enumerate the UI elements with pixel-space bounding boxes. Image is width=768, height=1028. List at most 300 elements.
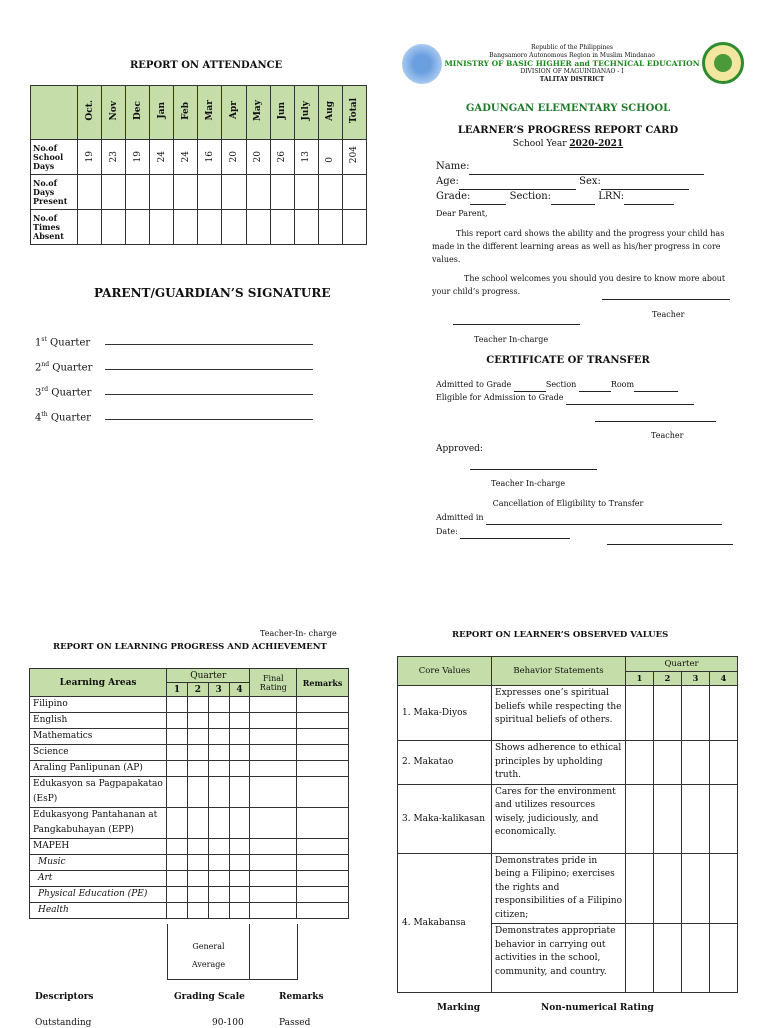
quarter-label <box>35 336 105 348</box>
values-cell[interactable] <box>710 741 738 785</box>
grade-cell[interactable] <box>187 777 208 808</box>
month-label: Feb <box>180 101 191 120</box>
grade-cell[interactable] <box>250 761 297 777</box>
values-row <box>398 784 738 853</box>
quarter-text: Quarter <box>48 387 92 398</box>
values-quarter-col: 3 <box>682 672 710 686</box>
sex-label: Sex: <box>579 176 601 187</box>
letterhead <box>440 44 704 84</box>
grade-cell[interactable] <box>250 745 297 761</box>
grade-cell[interactable] <box>167 887 188 903</box>
attendance-cell[interactable] <box>102 175 126 210</box>
grade-cell[interactable] <box>208 713 229 729</box>
admitted-in-field[interactable] <box>486 511 722 525</box>
grade-cell[interactable] <box>229 839 250 855</box>
grade-cell[interactable] <box>229 761 250 777</box>
month-label: May <box>253 99 264 122</box>
grade-cell[interactable] <box>297 777 349 808</box>
subject-name: MAPEH <box>30 839 167 855</box>
subject-name: Physical Education (PE) <box>30 887 167 903</box>
grade-cell[interactable] <box>250 903 297 919</box>
grade-cell[interactable] <box>187 887 208 903</box>
attendance-value: 20 <box>229 151 239 163</box>
district-text: TALITAY DISTRICT <box>539 76 605 83</box>
incharge-label: Teacher In-charge <box>474 335 549 344</box>
grade-cell[interactable] <box>167 777 188 808</box>
subject-row <box>30 761 349 777</box>
quarter-text: Quarter <box>49 362 93 373</box>
date-label: Date: <box>436 527 458 536</box>
grade-cell[interactable] <box>297 729 349 745</box>
values-cell[interactable] <box>710 924 738 993</box>
grade-cell[interactable] <box>187 808 208 839</box>
grade-cell[interactable] <box>208 808 229 839</box>
month-label: Aug <box>325 100 336 121</box>
school-year-label: School Year <box>512 139 570 149</box>
attendance-cell <box>102 140 126 175</box>
descriptor-outstanding: Outstanding <box>35 1018 92 1028</box>
grade-cell[interactable] <box>167 729 188 745</box>
grade-cell[interactable] <box>187 697 208 713</box>
incharge-sig-line[interactable] <box>453 324 580 325</box>
signature-line[interactable] <box>105 369 313 370</box>
grade-cell[interactable] <box>297 713 349 729</box>
age-field[interactable] <box>459 175 576 190</box>
cancellation-title: Cancellation of Eligibility to Transfer <box>492 499 644 508</box>
attendance-cell[interactable] <box>126 175 150 210</box>
quarter-text: Quarter <box>47 412 91 423</box>
attendance-value: 0 <box>325 156 336 163</box>
quarter-sup: th <box>41 410 48 418</box>
attendance-cell <box>342 140 366 175</box>
subject-row <box>30 745 349 761</box>
subject-name: Music <box>30 855 167 871</box>
month-header <box>294 86 318 140</box>
values-cell[interactable] <box>710 686 738 741</box>
grade-cell[interactable] <box>187 729 208 745</box>
grade-cell[interactable] <box>167 713 188 729</box>
grade-cell[interactable] <box>167 839 188 855</box>
quarter-sup: st <box>41 335 47 343</box>
values-cell[interactable] <box>710 784 738 853</box>
quarter-num: 2 <box>35 362 42 373</box>
attendance-cell <box>150 140 174 175</box>
deped-logo <box>402 44 442 84</box>
attendance-cell[interactable] <box>198 210 222 245</box>
grade-cell[interactable] <box>167 697 188 713</box>
grade-cell[interactable] <box>208 761 229 777</box>
grade-cell[interactable] <box>250 729 297 745</box>
grade-cell[interactable] <box>250 713 297 729</box>
attendance-cell[interactable] <box>222 210 246 245</box>
signature-row <box>35 398 313 423</box>
grade-cell[interactable] <box>250 697 297 713</box>
values-cell[interactable] <box>654 784 682 853</box>
grade-cell[interactable] <box>229 808 250 839</box>
grade-cell[interactable] <box>187 839 208 855</box>
signature-line[interactable] <box>105 419 313 420</box>
values-row <box>398 853 738 924</box>
grade-cell[interactable] <box>250 808 297 839</box>
attendance-value: 19 <box>132 151 143 163</box>
section-label: Section: <box>509 191 552 202</box>
general-average-value[interactable] <box>250 924 298 980</box>
subject-name: Edukasyon sa Pagpapakatao (EsP) <box>30 777 167 808</box>
grade-cell[interactable] <box>297 871 349 887</box>
grade-cell[interactable] <box>208 745 229 761</box>
values-cell[interactable] <box>682 924 710 993</box>
grade-cell[interactable] <box>250 871 297 887</box>
values-cell[interactable] <box>654 924 682 993</box>
grade-cell[interactable] <box>229 729 250 745</box>
cancellation-sig-line[interactable] <box>607 544 733 545</box>
month-label: Dec <box>132 100 143 120</box>
subject-name: Filipino <box>30 697 167 713</box>
attendance-cell[interactable] <box>246 210 270 245</box>
signature-title: PARENT/GUARDIAN’S SIGNATURE <box>94 286 331 300</box>
subject-row <box>30 855 349 871</box>
subject-row <box>30 777 349 808</box>
eligible-label: Eligible for Admission to Grade <box>436 393 564 402</box>
transfer-form <box>436 379 694 405</box>
attendance-cell[interactable] <box>126 210 150 245</box>
subject-row <box>30 808 349 839</box>
grade-cell[interactable] <box>297 903 349 919</box>
grade-cell[interactable] <box>297 697 349 713</box>
seal-logo <box>702 42 744 84</box>
grade-cell[interactable] <box>208 777 229 808</box>
col-quarter: Quarter <box>167 669 250 683</box>
grade-cell[interactable] <box>187 855 208 871</box>
attendance-cell <box>78 140 102 175</box>
grade-cell[interactable] <box>250 777 297 808</box>
values-cell[interactable] <box>682 784 710 853</box>
attendance-cell[interactable] <box>198 175 222 210</box>
grade-cell[interactable] <box>250 839 297 855</box>
attendance-value: 204 <box>349 146 360 164</box>
section-label-2: Section <box>545 380 577 389</box>
grade-cell[interactable] <box>208 697 229 713</box>
signature-line[interactable] <box>105 394 313 395</box>
school-name: GADUNGAN ELEMENTARY SCHOOL <box>465 103 671 114</box>
grade-cell[interactable] <box>167 903 188 919</box>
month-header <box>174 86 198 140</box>
col-values-quarter: Quarter <box>626 657 738 672</box>
eligible-field[interactable] <box>566 392 694 405</box>
month-header <box>246 86 270 140</box>
subject-name: Health <box>30 903 167 919</box>
attendance-value: 16 <box>204 151 215 163</box>
attendance-value: 23 <box>108 151 119 163</box>
month-label: Mar <box>204 100 215 121</box>
subject-name: Art <box>30 871 167 887</box>
grade-cell[interactable] <box>229 713 250 729</box>
values-cell[interactable] <box>626 853 654 924</box>
values-cell[interactable] <box>626 784 654 853</box>
subject-row <box>30 697 349 713</box>
attendance-cell[interactable] <box>150 175 174 210</box>
attendance-cell <box>294 140 318 175</box>
month-header <box>78 86 102 140</box>
grade-cell[interactable] <box>297 839 349 855</box>
subject-row <box>30 839 349 855</box>
col-final-rating: Final Rating <box>250 669 297 697</box>
values-cell[interactable] <box>626 686 654 741</box>
region-text: Bangsamoro Autonomous Region in Muslim Mindanao <box>489 52 655 59</box>
sex-field[interactable] <box>601 175 689 190</box>
teacher-sig-line[interactable] <box>602 299 730 300</box>
month-label: Jan <box>156 102 167 119</box>
grade-cell[interactable] <box>208 855 229 871</box>
grade-cell[interactable] <box>187 761 208 777</box>
grade-cell[interactable] <box>167 761 188 777</box>
quarter-num: 4 <box>35 412 42 423</box>
attendance-cell[interactable] <box>174 175 198 210</box>
quarter-sup: rd <box>41 385 49 393</box>
remarks-label: Remarks <box>279 992 324 1002</box>
col-learning-areas: Learning Areas <box>30 669 167 697</box>
grade-cell[interactable] <box>167 871 188 887</box>
grade-cell[interactable] <box>229 777 250 808</box>
ministry-text: MINISTRY OF BASIC HIGHER and TECHNICAL EDUCATION <box>444 59 700 68</box>
admitted-grade-field[interactable] <box>514 379 546 392</box>
attendance-cell[interactable] <box>318 210 342 245</box>
quarter-sup: nd <box>41 360 50 368</box>
grade-cell[interactable] <box>297 761 349 777</box>
subject-row <box>30 871 349 887</box>
grade-cell[interactable] <box>208 729 229 745</box>
greeting: Dear Parent, <box>436 209 488 218</box>
subject-name: Science <box>30 745 167 761</box>
attendance-cell[interactable] <box>246 175 270 210</box>
grade-cell[interactable] <box>167 808 188 839</box>
grade-cell[interactable] <box>250 887 297 903</box>
transfer-title: CERTIFICATE OF TRANSFER <box>486 355 650 366</box>
grade-cell[interactable] <box>187 871 208 887</box>
attendance-cell <box>126 140 150 175</box>
learning-table <box>29 668 349 919</box>
grade-cell[interactable] <box>250 855 297 871</box>
grade-cell[interactable] <box>297 808 349 839</box>
behavior-statement: Cares for the environment and utilizes resources wisely, judiciously, and economically. <box>492 784 626 853</box>
col-behavior: Behavior Statements <box>492 657 626 686</box>
month-header <box>126 86 150 140</box>
values-cell[interactable] <box>626 924 654 993</box>
behavior-statement: Expresses one’s spiritual beliefs while respecting the spiritual beliefs of others. <box>492 686 626 741</box>
date-field[interactable] <box>460 525 570 539</box>
quarter-num: 1 <box>35 337 42 348</box>
grade-field[interactable] <box>470 190 506 205</box>
attendance-cell[interactable] <box>270 175 294 210</box>
school-year-value: 2020-2021 <box>569 139 624 149</box>
approved-incharge-label: Teacher In-charge <box>491 479 566 488</box>
quarter-col: 3 <box>208 683 229 697</box>
transfer-section-field[interactable] <box>579 379 611 392</box>
attendance-cell <box>246 140 270 175</box>
scale-outstanding: 90-100 <box>212 1018 244 1028</box>
signature-line[interactable] <box>105 344 313 345</box>
attendance-row <box>31 210 367 245</box>
subject-name: Edukasyong Pantahanan at Pangkabuhayan (EPP) <box>30 808 167 839</box>
letter-p2: The school welcomes you should you desire to know more about your child’s progress. <box>432 274 726 296</box>
grade-cell[interactable] <box>187 903 208 919</box>
month-header <box>102 86 126 140</box>
attendance-value: 13 <box>301 151 312 163</box>
general-average-box <box>167 924 250 980</box>
values-cell[interactable] <box>654 686 682 741</box>
quarter-num: 3 <box>35 387 42 398</box>
grade-cell[interactable] <box>229 887 250 903</box>
general-average-label: General Average <box>191 942 226 969</box>
quarter-col: 4 <box>229 683 250 697</box>
signature-row <box>35 348 313 373</box>
core-value: 2. Makatao <box>398 741 492 785</box>
attendance-cell[interactable] <box>150 210 174 245</box>
behavior-statement: Shows adherence to ethical principles by upholding truth. <box>492 741 626 785</box>
attendance-cell[interactable] <box>78 210 102 245</box>
values-cell[interactable] <box>682 686 710 741</box>
attendance-cell[interactable] <box>102 210 126 245</box>
grade-cell[interactable] <box>229 697 250 713</box>
attendance-cell <box>318 140 342 175</box>
month-header <box>270 86 294 140</box>
transfer-teacher-line[interactable] <box>595 421 716 422</box>
section-field[interactable] <box>551 190 595 205</box>
learning-teacher-label: Teacher-In- charge <box>260 629 337 638</box>
cancellation-form <box>436 511 722 539</box>
attendance-cell[interactable] <box>174 210 198 245</box>
col-remarks: Remarks <box>297 669 349 697</box>
subject-row <box>30 713 349 729</box>
attendance-cell[interactable] <box>294 175 318 210</box>
attendance-cell[interactable] <box>342 175 366 210</box>
grade-cell[interactable] <box>208 871 229 887</box>
republic-text: Republic of the Philippines <box>531 44 613 51</box>
division-text: DIVISION OF MAGUINDANAO - I <box>520 68 624 75</box>
core-value: 4. Makabansa <box>398 853 492 993</box>
attendance-cell[interactable] <box>294 210 318 245</box>
grade-cell[interactable] <box>229 871 250 887</box>
attendance-cell[interactable] <box>78 175 102 210</box>
lrn-field[interactable] <box>624 190 674 205</box>
teacher-label: Teacher <box>652 310 685 319</box>
attendance-value: 24 <box>156 151 167 163</box>
quarter-label <box>35 386 105 398</box>
grade-cell[interactable] <box>167 855 188 871</box>
values-cell[interactable] <box>626 741 654 785</box>
quarter-col: 1 <box>167 683 188 697</box>
card-title: LEARNER’S PROGRESS REPORT CARD <box>457 125 679 136</box>
subject-row <box>30 903 349 919</box>
marking-label: Marking <box>437 1003 481 1013</box>
attendance-cell[interactable] <box>342 210 366 245</box>
quarter-label <box>35 361 105 373</box>
transfer-teacher-label: Teacher <box>651 431 684 440</box>
grade-cell[interactable] <box>229 855 250 871</box>
attendance-value: 20 <box>253 151 264 163</box>
behavior-statement: Demonstrates pride in being a Filipino; exercises the rights and responsibilities of a Filipino citizen; <box>492 853 626 924</box>
values-cell[interactable] <box>710 853 738 924</box>
month-header <box>198 86 222 140</box>
grade-cell[interactable] <box>167 745 188 761</box>
grading-scale-label: Grading Scale <box>174 992 245 1002</box>
core-value: 1. Maka-Diyos <box>398 686 492 741</box>
grade-label: Grade: <box>436 191 471 202</box>
grade-cell[interactable] <box>208 887 229 903</box>
values-cell[interactable] <box>654 741 682 785</box>
subject-row <box>30 887 349 903</box>
grade-cell[interactable] <box>229 745 250 761</box>
attendance-table <box>30 85 367 245</box>
room-label: Room <box>610 380 635 389</box>
grade-cell[interactable] <box>229 903 250 919</box>
attendance-row-label: No.of School Days <box>31 140 78 175</box>
values-cell[interactable] <box>654 853 682 924</box>
month-label: Jun <box>277 101 288 120</box>
subject-name: Araling Panlipunan (AP) <box>30 761 167 777</box>
subject-name: Mathematics <box>30 729 167 745</box>
name-field[interactable] <box>469 160 704 175</box>
month-header <box>222 86 246 140</box>
attendance-value: 19 <box>84 151 95 163</box>
grade-cell[interactable] <box>297 887 349 903</box>
age-label: Age: <box>436 176 459 187</box>
attendance-cell[interactable] <box>222 175 246 210</box>
month-header <box>318 86 342 140</box>
values-quarter-col: 2 <box>654 672 682 686</box>
month-label: Total <box>349 97 360 124</box>
attendance-corner <box>31 86 78 140</box>
quarter-col: 2 <box>187 683 208 697</box>
quarter-label <box>35 411 105 423</box>
attendance-cell[interactable] <box>270 210 294 245</box>
values-quarter-col: 1 <box>626 672 654 686</box>
month-header <box>342 86 366 140</box>
room-field[interactable] <box>634 379 678 392</box>
grade-cell[interactable] <box>187 713 208 729</box>
month-header <box>150 86 174 140</box>
name-label: Name: <box>436 161 470 172</box>
remark-outstanding: Passed <box>279 1018 311 1028</box>
attendance-row <box>31 175 367 210</box>
values-cell[interactable] <box>682 853 710 924</box>
month-label: July <box>301 100 312 121</box>
values-cell[interactable] <box>682 741 710 785</box>
approved-sig-line[interactable] <box>470 469 597 470</box>
attendance-value: 26 <box>277 151 288 163</box>
attendance-title: REPORT ON ATTENDANCE <box>130 60 283 71</box>
student-form <box>436 160 704 205</box>
letter-p1: This report card shows the ability and the progress your child has made in the different learning areas as well as his/her progress in core values. <box>432 229 725 264</box>
attendance-cell <box>198 140 222 175</box>
non-numerical-label: Non-numerical Rating <box>541 1003 654 1013</box>
grade-cell[interactable] <box>297 855 349 871</box>
attendance-cell <box>270 140 294 175</box>
attendance-cell[interactable] <box>318 175 342 210</box>
grade-cell[interactable] <box>208 839 229 855</box>
grade-cell[interactable] <box>187 745 208 761</box>
grade-cell[interactable] <box>297 745 349 761</box>
signature-list <box>35 323 313 423</box>
values-quarter-col: 4 <box>710 672 738 686</box>
signature-row <box>35 323 313 348</box>
subject-name: English <box>30 713 167 729</box>
values-row <box>398 686 738 741</box>
month-label: Nov <box>108 100 119 121</box>
core-value: 3. Maka-kalikasan <box>398 784 492 853</box>
attendance-value: 24 <box>180 151 191 163</box>
grade-cell[interactable] <box>208 903 229 919</box>
